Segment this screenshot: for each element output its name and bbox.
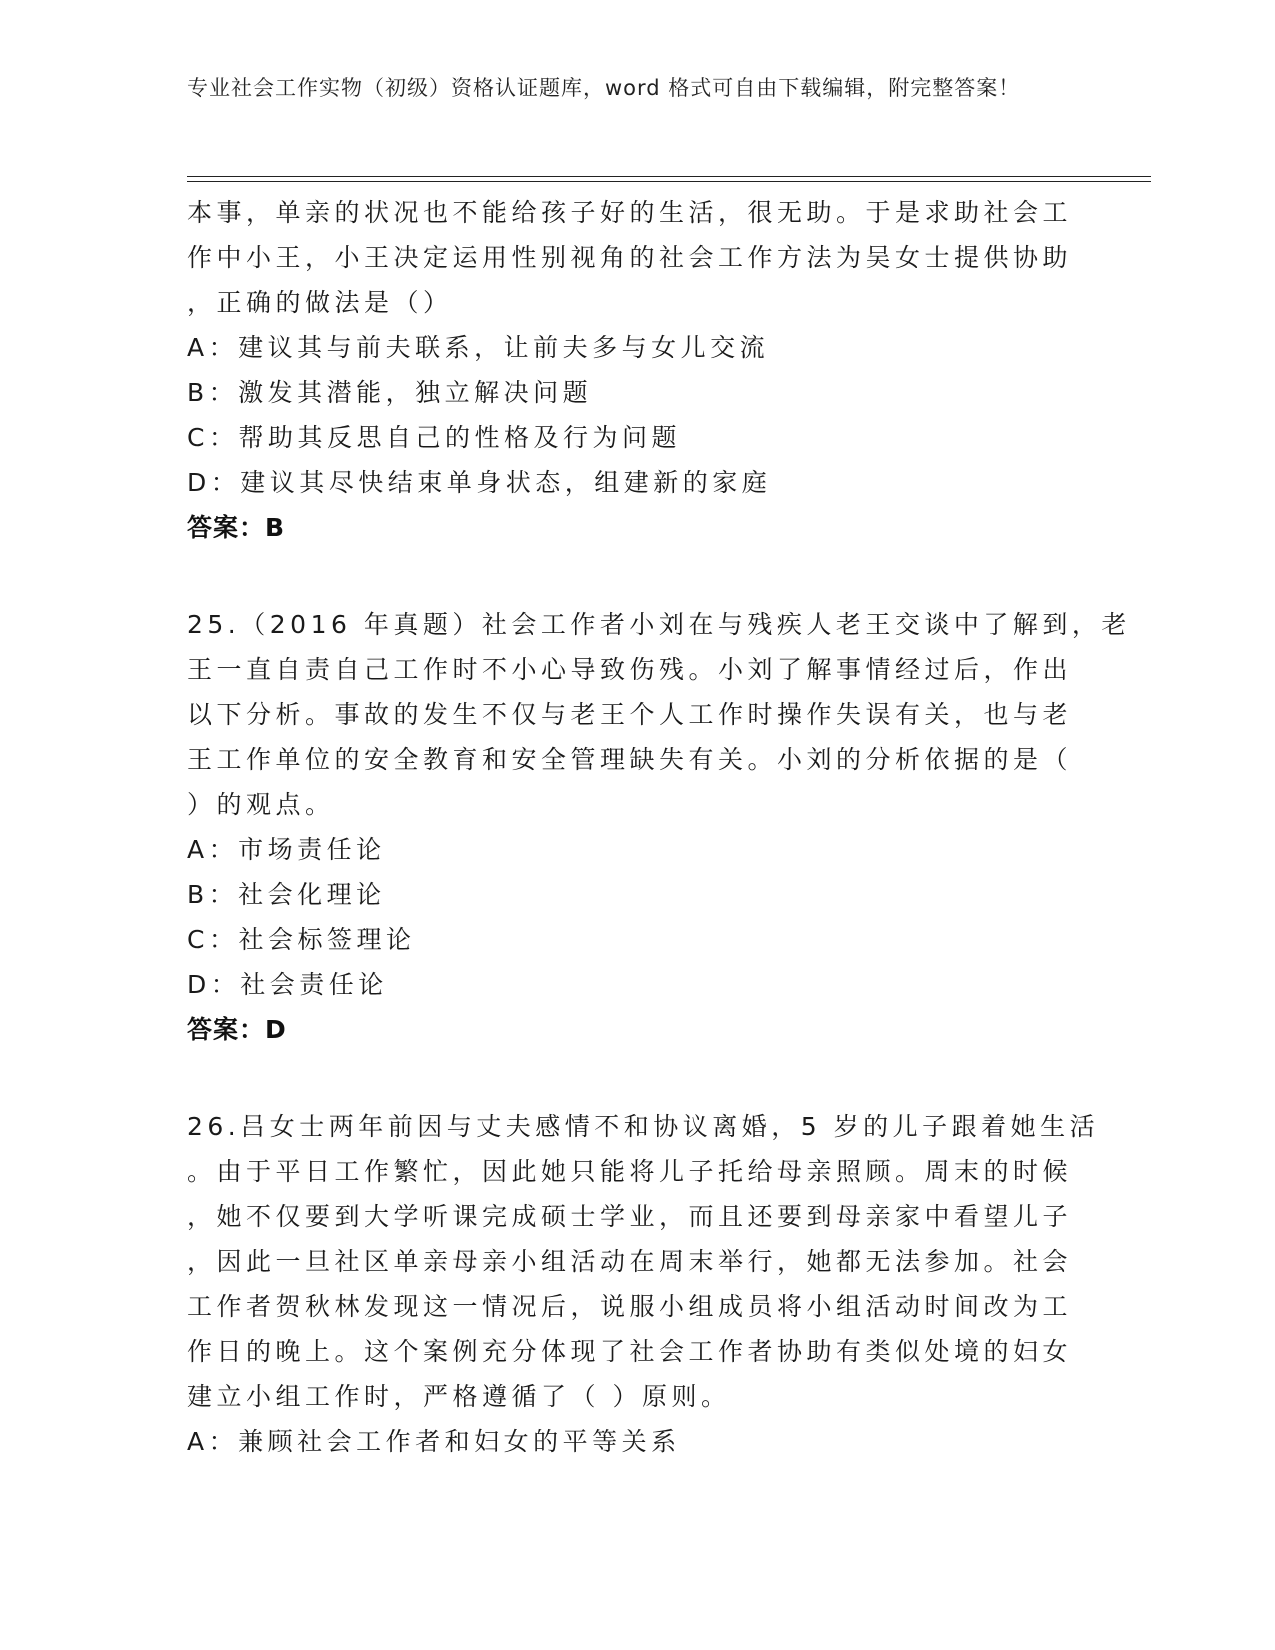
option-b: B：社会化理论 [187, 880, 386, 909]
answer-label: 答案：D [187, 1015, 287, 1044]
option-b: B：激发其潜能，独立解决问题 [187, 378, 593, 407]
option-c: C：帮助其反思自己的性格及行为问题 [187, 423, 681, 452]
block-spacer [187, 1052, 1087, 1104]
option-a: A：建议其与前夫联系，让前夫多与女儿交流 [187, 333, 770, 362]
question-block-26 [187, 1104, 1100, 1464]
question-text-line: ）的观点。 [187, 790, 335, 819]
option-d: D：社会责任论 [187, 970, 388, 999]
question-block-24 [187, 190, 1087, 550]
question-text-line: 。由于平日工作繁忙，因此她只能将儿子托给母亲照顾。周末的时候 [187, 1157, 1073, 1186]
question-text-line: 以下分析。事故的发生不仅与老王个人工作时操作失误有关，也与老 [187, 700, 1073, 729]
question-text-line: 作中小王，小王决定运用性别视角的社会工作方法为吴女士提供协助 [187, 243, 1073, 272]
question-text-line: 本事，单亲的状况也不能给孩子好的生活，很无助。于是求助社会工 [187, 198, 1073, 227]
question-text-line: 建立小组工作时，严格遵循了（ ）原则。 [187, 1382, 731, 1411]
option-d: D：建议其尽快结束单身状态，组建新的家庭 [187, 468, 772, 497]
option-c: C：社会标签理论 [187, 925, 416, 954]
question-text-line: 25.（2016 年真题）社会工作者小刘在与残疾人老王交谈中了解到，老 [187, 610, 1131, 639]
question-text-line: ，她不仅要到大学听课完成硕士学业，而且还要到母亲家中看望儿子 [187, 1202, 1073, 1231]
question-text-line: 王一直自责自己工作时不小心导致伤残。小刘了解事情经过后，作出 [187, 655, 1073, 684]
question-text-line: 作日的晚上。这个案例充分体现了社会工作者协助有类似处境的妇女 [187, 1337, 1073, 1366]
question-text-line: 工作者贺秋林发现这一情况后，说服小组成员将小组活动时间改为工 [187, 1292, 1073, 1321]
option-a: A：兼顾社会工作者和妇女的平等关系 [187, 1427, 681, 1456]
question-text-line: 26.吕女士两年前因与丈夫感情不和协议离婚，5 岁的儿子跟着她生活 [187, 1112, 1100, 1141]
option-a: A：市场责任论 [187, 835, 386, 864]
question-block-25 [187, 602, 1131, 1052]
question-text-line: 王工作单位的安全教育和安全管理缺失有关。小刘的分析依据的是（ [187, 745, 1073, 774]
question-text-line: ，因此一旦社区单亲母亲小组活动在周末举行，她都无法参加。社会 [187, 1247, 1073, 1276]
page-header: 专业社会工作实物（初级）资格认证题库，word 格式可自由下载编辑，附完整答案！ [187, 76, 1021, 100]
question-content [187, 190, 1131, 1464]
block-spacer [187, 550, 1087, 602]
header-divider [187, 176, 1151, 182]
question-text-line: ，正确的做法是（） [187, 288, 453, 317]
answer-label: 答案：B [187, 513, 286, 542]
